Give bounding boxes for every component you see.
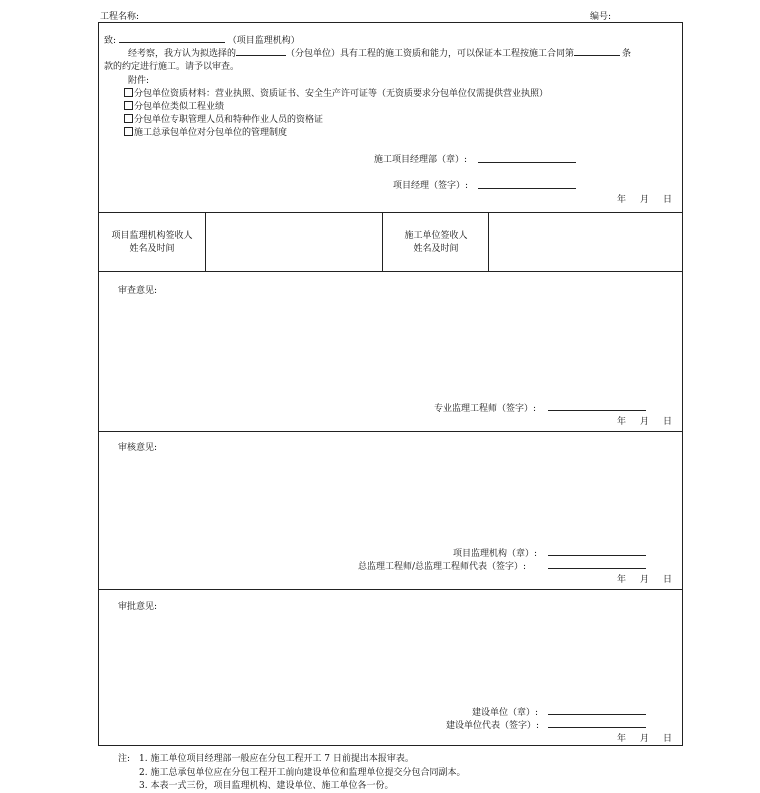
attachment-label: 分包单位类似工程业绩 [134, 102, 225, 112]
to-suffix: （项目监理机构） [227, 36, 300, 46]
dept-sign-label: 施工项目经理部（章）: [374, 155, 468, 165]
dept-sign-field[interactable] [478, 162, 576, 163]
owner-rep-sign-label: 建设单位代表（签字）: [446, 721, 540, 731]
checkbox[interactable] [124, 127, 133, 136]
owner-sign-label: 建设单位（章）: [472, 708, 539, 718]
audit-date: 年 月 日 [617, 575, 673, 585]
note-item: 2. 施工总承包单位应在分包工程开工前向建设单位和监理单位提交分包合同副本。 [139, 768, 466, 778]
receipt-label-line: 施工单位签收人 [404, 231, 468, 241]
statement-line-1 [128, 46, 631, 59]
audit-org-sign-label: 项目监理机构（章）: [453, 549, 538, 559]
supervisor-receipt-field[interactable] [206, 212, 382, 270]
review-sign-field[interactable] [548, 410, 646, 411]
contract-clause-field[interactable] [574, 46, 620, 56]
subcontractor-field[interactable] [236, 46, 286, 56]
statement-text-b: （分包单位）具有工程的施工资质和能力，可以保证本工程按施工合同第 [286, 49, 575, 59]
approval-title: 审批意见: [118, 602, 158, 612]
to-prefix: 致: [104, 36, 117, 46]
audit-title: 审核意见: [118, 443, 158, 453]
attachments-label: 附件: [128, 76, 150, 86]
manager-sign-field[interactable] [478, 188, 576, 189]
checkbox[interactable] [124, 114, 133, 123]
review-sign-label: 专业监理工程师（签字）: [434, 404, 537, 414]
audit-chief-sign-field[interactable] [548, 568, 646, 569]
attachment-item [124, 112, 323, 125]
attachment-label: 施工总承包单位对分包单位的管理制度 [134, 128, 288, 138]
row-divider [99, 271, 682, 272]
contractor-receipt-label [383, 230, 489, 256]
statement-text-c: 条 [622, 49, 632, 59]
attachment-item [124, 125, 287, 138]
statement-line-2: 款的约定进行施工。请予以审查。 [104, 62, 240, 72]
contractor-receipt-field[interactable] [489, 212, 682, 270]
statement-text-a: 经考察，我方认为拟选择的 [128, 49, 237, 59]
attachment-item [124, 99, 224, 112]
checkbox[interactable] [124, 88, 133, 97]
manager-sign-label: 项目经理（签字）: [393, 181, 469, 191]
attachment-item [124, 86, 548, 99]
receipt-label-line: 姓名及时间 [129, 244, 175, 254]
to-line [104, 33, 300, 46]
receipt-label-line: 姓名及时间 [413, 244, 459, 254]
row-divider [99, 589, 682, 590]
row-divider [99, 431, 682, 432]
audit-chief-sign-label: 总监理工程师/总监理工程师代表（签字）: [358, 562, 527, 572]
supervisor-receipt-label [99, 230, 205, 256]
supervisor-org-field[interactable] [119, 33, 225, 43]
note-item: 3. 本表一式三份，项目监理机构、建设单位、施工单位各一份。 [139, 781, 394, 791]
approval-date: 年 月 日 [617, 734, 673, 744]
attachment-label: 分包单位专职管理人员和特种作业人员的资格证 [134, 115, 324, 125]
attachment-label: 分包单位资质材料：营业执照、资质证书、安全生产许可证等（无资质要求分包单位仅需提供营业执照） [134, 89, 549, 99]
application-date: 年 月 日 [617, 195, 673, 205]
number-label: 编号: [590, 12, 612, 22]
owner-rep-sign-field[interactable] [548, 727, 646, 728]
audit-org-sign-field[interactable] [548, 555, 646, 556]
checkbox[interactable] [124, 101, 133, 110]
notes-prefix: 注: [118, 754, 131, 764]
owner-sign-field[interactable] [548, 714, 646, 715]
note-item: 1. 施工单位项目经理部一般应在分包工程开工 7 日前提出本报审表。 [139, 754, 414, 764]
review-title: 审查意见: [118, 286, 158, 296]
receipt-label-line: 项目监理机构签收人 [111, 231, 193, 241]
project-name-label: 工程名称: [100, 12, 140, 22]
review-date: 年 月 日 [617, 417, 673, 427]
